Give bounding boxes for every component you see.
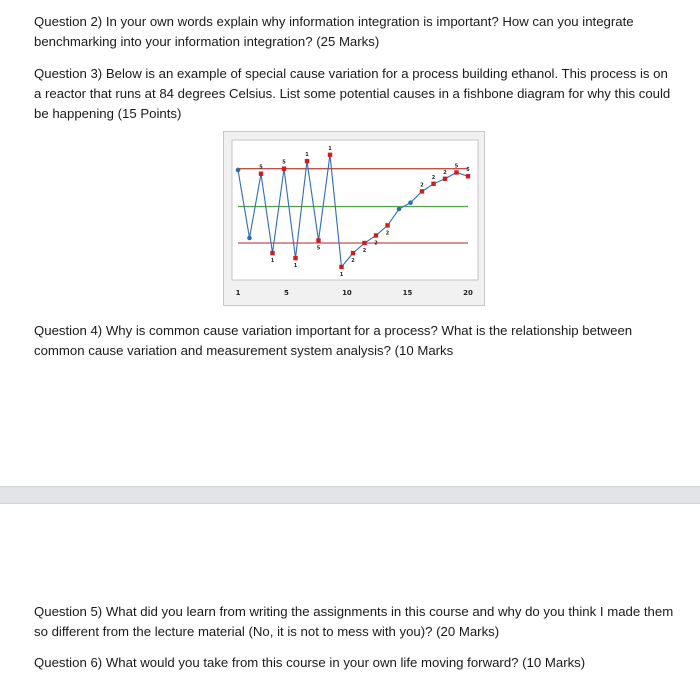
point-label: 2 — [374, 240, 378, 247]
control-chart-svg — [224, 132, 486, 307]
point-label: 1 — [293, 263, 298, 270]
data-point — [397, 207, 402, 212]
data-point-flagged — [259, 172, 263, 176]
data-point-flagged — [339, 265, 343, 269]
point-label: 2 — [385, 230, 390, 237]
data-point-flagged — [270, 251, 274, 255]
point-label: 1 — [328, 145, 332, 152]
data-point-flagged — [362, 241, 366, 245]
question-6: Question 6) What would you take from this course in your own life moving forward? (10 Marks) — [34, 655, 586, 670]
question-3: Question 3) Below is an example of special cause variation for a process building ethanol. This process is on a reactor that runs at 84 degrees Celsius. List some potential causes in a fishbone diagram for why this could be happening (15 Points) — [34, 66, 671, 121]
data-point-flagged — [374, 233, 378, 237]
point-label: 1 — [305, 152, 309, 159]
data-point — [236, 168, 241, 173]
data-point-flagged — [351, 251, 355, 255]
data-point — [247, 236, 252, 241]
data-point — [408, 200, 413, 205]
question-2: Question 2) In your own words explain why information integration is important? How can you integrate benchmarking into your information integration? (25 Marks) — [34, 14, 634, 49]
data-point-flagged — [385, 223, 389, 227]
point-label: 5 — [316, 245, 321, 252]
point-label: 1 — [270, 258, 275, 265]
data-point-flagged — [282, 166, 286, 170]
x-tick-label: 10 — [342, 289, 352, 297]
x-tick-label: 15 — [402, 289, 413, 297]
point-label: 2 — [443, 169, 447, 176]
data-point-flagged — [328, 153, 332, 157]
question-4: Question 4) Why is common cause variation important for a process? What is the relationship between common cause variation and measurement system analysis? (10 Marks — [34, 323, 633, 358]
data-point-flagged — [293, 256, 297, 260]
point-label: 2 — [351, 258, 355, 265]
question-5: Question 5) What did you learn from writing the assignments in this course and why do you think I made them so different from the lecture material (No, it is not to mess with you)? (20 Marks) — [34, 604, 674, 639]
page-separator — [0, 486, 700, 504]
data-point-flagged — [443, 177, 447, 181]
x-tick-label: 20 — [463, 289, 473, 297]
point-label: 5 — [466, 167, 470, 174]
data-point-flagged — [305, 159, 309, 163]
point-label: 2 — [431, 174, 436, 181]
x-tick-label: 1 — [235, 289, 241, 297]
point-label: 5 — [454, 163, 459, 170]
data-point-flagged — [466, 174, 470, 178]
data-point-flagged — [431, 182, 435, 186]
point-label: 2 — [362, 248, 367, 255]
x-tick-label: 5 — [283, 289, 289, 297]
data-point-flagged — [420, 189, 424, 193]
data-point-flagged — [454, 170, 458, 174]
plot-area — [232, 140, 478, 280]
control-chart — [223, 131, 485, 306]
point-label: 2 — [420, 182, 424, 189]
point-label: 1 — [339, 271, 344, 278]
point-label: 5 — [282, 159, 286, 166]
point-label: 5 — [259, 164, 263, 171]
data-point-flagged — [316, 238, 320, 242]
